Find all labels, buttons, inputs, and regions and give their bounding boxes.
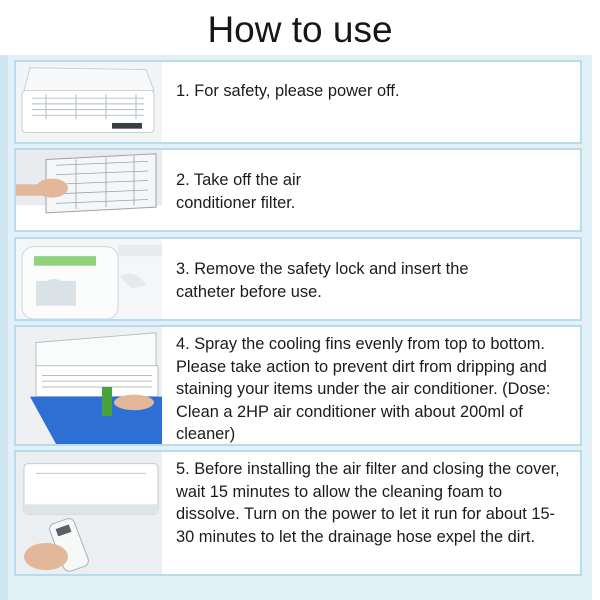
- left-accent-strip: [0, 55, 8, 600]
- spray-bottle-photo: [16, 239, 162, 319]
- step-4-text: 4. Spray the cooling fins evenly from top to bottom. Please take action to prevent dirt from dripping and staining your items under the air conditioner. (Dose: Clean a 2HP air conditioner with about 200ml of cleaner): [176, 335, 551, 443]
- step-3-text: 3. Remove the safety lock and insert the catheter before use.: [176, 260, 469, 301]
- air-conditioner-open-cover-photo: [16, 62, 162, 142]
- spraying-cooling-fins-photo: [16, 327, 162, 444]
- step-card-4: [14, 325, 582, 446]
- step-card-1: [14, 60, 582, 144]
- step-1-text: 1. For safety, please power off.: [176, 82, 400, 100]
- remote-control-aircon-photo: [16, 452, 162, 574]
- page-title: How to use: [207, 9, 393, 50]
- step-card-5: [14, 450, 582, 576]
- step-card-3: [14, 237, 582, 321]
- step-2-text: 2. Take off the air conditioner filter.: [176, 171, 302, 212]
- step-5-text: 5. Before installing the air filter and closing the cover, wait 15 minutes to allow the cleaning foam to dissolve. Turn on the power to let it run for about 15-30 minutes to let the drainage hose expel the dirt.: [176, 460, 560, 546]
- step-card-2: [14, 148, 582, 232]
- hands-removing-filter-photo: [16, 150, 162, 230]
